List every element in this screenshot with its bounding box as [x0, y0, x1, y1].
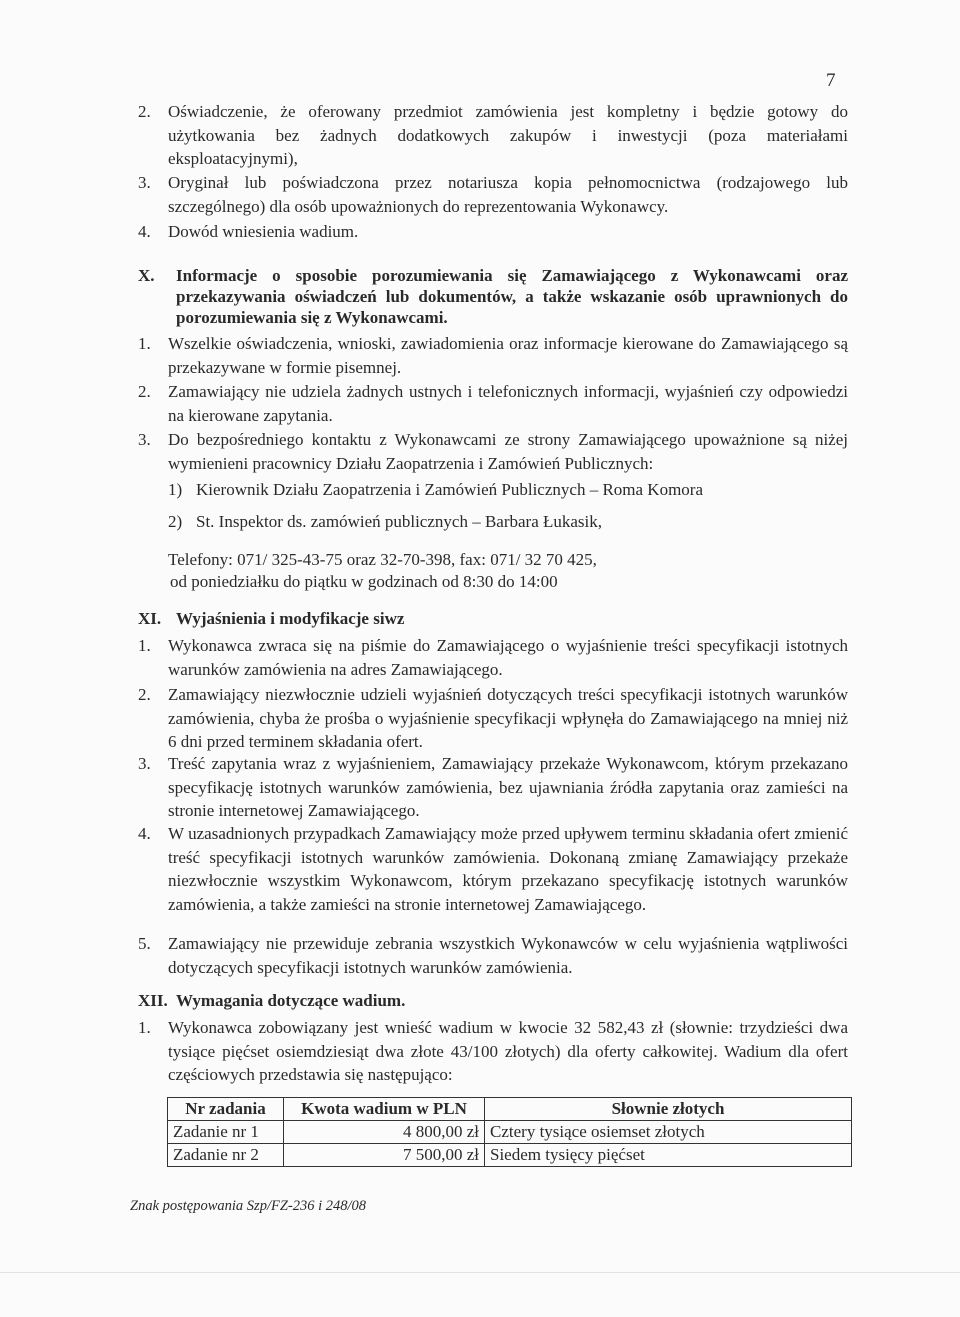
section-heading [138, 608, 848, 629]
section-number: XI. [138, 609, 162, 628]
section-title: Wymagania dotyczące wadium. [176, 991, 406, 1010]
list-item [138, 171, 848, 218]
contact-number: 2) [168, 512, 183, 531]
section-heading [138, 265, 848, 328]
item-number: 1. [138, 334, 151, 353]
section-number: XII. [138, 991, 168, 1010]
item-text: W uzasadnionych przypadkach Zamawiający może przed upływem terminu składania ofert zmienić treść specyfikacji istotnych warunków zamówienia. Dokonaną zmianę Zamawiający przekaże niezwłocznie wszystkim Wykonawcom, którym przekazano specyfikację istotnych warunków zamówienia, a także zamieści na stronie internetowej Zamawiającego. [168, 824, 848, 914]
item-number: 2. [138, 685, 151, 704]
column-header: Kwota wadium w PLN [284, 1098, 485, 1121]
table-cell: Cztery tysiące osiemset złotych [485, 1121, 852, 1144]
table-cell: Siedem tysięcy pięćset [485, 1144, 852, 1167]
list-item [138, 220, 848, 244]
table-row [168, 1144, 852, 1167]
item-text: Wykonawca zwraca się na piśmie do Zamawiającego o wyjaśnienie treści specyfikacji istotnych warunków zamówienia na adres Zamawiającego. [168, 636, 848, 679]
item-text: Oryginał lub poświadczona przez notariusza kopia pełnomocnictwa (rodzajowego lub szczególnego) dla osób upoważnionych do reprezentowania Wykonawcy. [168, 173, 848, 216]
document-reference-footer: Znak postępowania Szp/FZ-236 i 248/08 [130, 1198, 367, 1214]
table-cell: 7 500,00 zł [284, 1144, 485, 1167]
contact-number: 1) [168, 480, 183, 499]
item-text: Dowód wniesienia wadium. [168, 222, 359, 241]
hours-line: od poniedziałku do piątku w godzinach od 8:30 do 14:00 [170, 572, 558, 591]
list-item [138, 1016, 848, 1087]
contact-text: Kierownik Działu Zaopatrzenia i Zamówień Publicznych – Roma Komora [196, 480, 704, 499]
contact-line [168, 478, 703, 502]
item-text: Wykonawca zobowiązany jest wnieść wadium w kwocie 32 582,43 zł (słownie: trzydzieści dwa tysiące pięćset osiemdziesiąt dwa złote 43/100 złotych) dla oferty całkowitej. Wadium dla ofert częściowych przedstawia się następująco: [168, 1018, 848, 1084]
section-number: X. [138, 266, 155, 285]
section-title: Wyjaśnienia i modyfikacje siwz [176, 609, 405, 628]
item-number: 1. [138, 636, 151, 655]
item-text: Zamawiający nie przewiduje zebrania wszystkich Wykonawców w celu wyjaśnienia wątpliwości dotyczących specyfikacji istotnych warunków zamówienia. [168, 934, 848, 977]
page-edge-line [0, 1272, 960, 1273]
item-text: Zamawiający nie udziela żadnych ustnych i telefonicznych informacji, wyjaśnień czy odpowiedzi na kierowane zapytania. [168, 382, 848, 425]
list-item [138, 932, 848, 979]
item-text: Oświadczenie, że oferowany przedmiot zamówienia jest kompletny i będzie gotowy do użytkowania bez żadnych dodatkowych zakupów i inwestycji (poza materiałami eksploatacyjnymi), [168, 102, 848, 168]
phone-line: Telefony: 071/ 325-43-75 oraz 32-70-398, fax: 071/ 32 70 425, [168, 550, 597, 569]
table-header-row [168, 1098, 852, 1121]
list-item [138, 428, 848, 475]
section-title: Informacje o sposobie porozumiewania się Zamawiającego z Wykonawcami oraz przekazywania oświadczeń lub dokumentów, a także wskazanie osób uprawnionych do porozumiewania się z Wykonawcami. [176, 266, 848, 327]
table-row [168, 1121, 852, 1144]
table-cell: Zadanie nr 2 [168, 1144, 284, 1167]
item-number: 5. [138, 934, 151, 953]
item-number: 3. [138, 173, 151, 192]
item-number: 1. [138, 1018, 151, 1037]
list-item [138, 332, 848, 379]
item-number: 3. [138, 754, 151, 773]
list-item [138, 380, 848, 427]
item-number: 4. [138, 222, 151, 241]
column-header: Słownie złotych [485, 1098, 852, 1121]
item-text: Zamawiający niezwłocznie udzieli wyjaśnień dotyczących treści specyfikacji istotnych warunków zamówienia, chyba że prośba o wyjaśnienie specyfikacji wpłynęła do Zamawiającego na mniej niż 6 dni przed terminem składania ofert. [168, 685, 848, 751]
item-text: Wszelkie oświadczenia, wnioski, zawiadomienia oraz informacje kierowane do Zamawiającego są przekazywane w formie pisemnej. [168, 334, 848, 377]
table-cell: Zadanie nr 1 [168, 1121, 284, 1144]
list-item [138, 683, 848, 754]
item-number: 4. [138, 824, 151, 843]
list-item [138, 752, 848, 823]
item-number: 3. [138, 430, 151, 449]
wadium-table [167, 1097, 852, 1167]
list-item [138, 634, 848, 681]
list-item [138, 100, 848, 171]
page-number: 7 [826, 70, 836, 91]
item-text: Treść zapytania wraz z wyjaśnieniem, Zamawiający przekaże Wykonawcom, którym przekazano specyfikację istotnych warunków zamówienia, bez ujawniania źródła zapytania oraz zamieści na stronie internetowej Zamawiającego. [168, 754, 848, 820]
contact-text: St. Inspektor ds. zamówień publicznych – Barbara Łukasik, [196, 512, 603, 531]
section-heading [138, 990, 848, 1011]
contact-line [168, 510, 602, 534]
item-text: Do bezpośredniego kontaktu z Wykonawcami ze strony Zamawiającego upoważnione są niżej wymienieni pracownicy Działu Zaopatrzenia i Zamówień Publicznych: [168, 430, 848, 473]
item-number: 2. [138, 382, 151, 401]
list-item [138, 822, 848, 916]
item-number: 2. [138, 102, 151, 121]
table-cell: 4 800,00 zł [284, 1121, 485, 1144]
column-header: Nr zadania [168, 1098, 284, 1121]
